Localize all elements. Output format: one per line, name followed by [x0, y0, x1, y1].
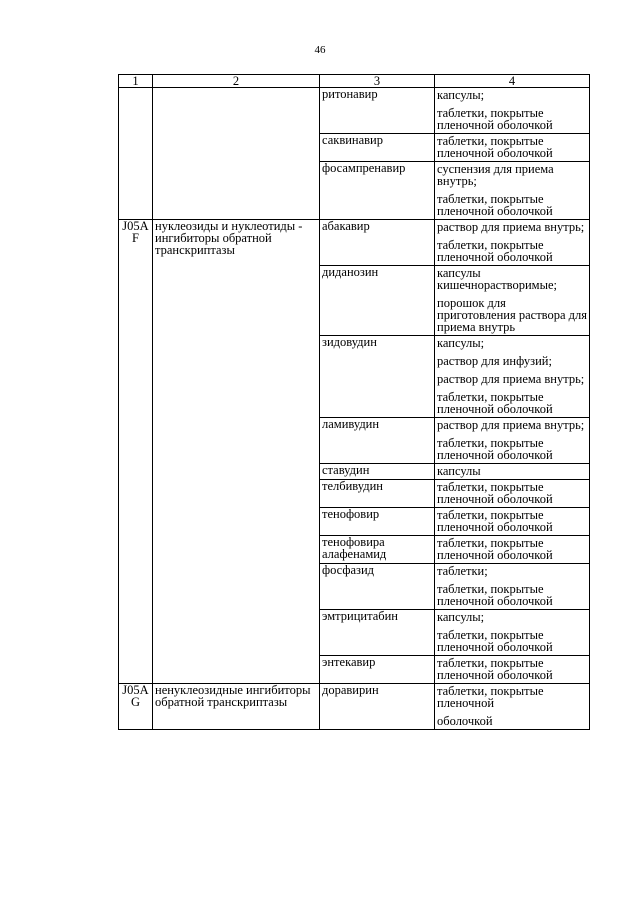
dosage-forms-cell: [435, 134, 590, 162]
drug-name-cell: фосампренавир: [320, 162, 435, 220]
table-row: [119, 220, 590, 266]
dosage-form: оболочкой: [437, 714, 493, 728]
dosage-form: таблетки, покрытые пленочной оболочкой: [437, 508, 553, 534]
dosage-form: таблетки, покрытые пленочной оболочкой: [437, 134, 553, 160]
drug-name-cell: энтекавир: [320, 656, 435, 684]
dosage-form: капсулы: [437, 464, 481, 478]
drug-name-cell: ламивудин: [320, 418, 435, 464]
dosage-forms-cell: [435, 656, 590, 684]
dosage-forms-cell: [435, 266, 590, 336]
atc-code-cell: J05A G: [119, 684, 153, 730]
drug-name-cell: эмтрицитабин: [320, 610, 435, 656]
column-header: 1: [119, 75, 153, 88]
dosage-forms-cell: [435, 418, 590, 464]
group-name-cell: нуклеозиды и нуклеотиды - ингибиторы обратной транскриптазы: [153, 220, 320, 684]
drug-name-cell: тенофовира алафенамид: [320, 536, 435, 564]
atc-code-cell: [119, 88, 153, 220]
dosage-forms-cell: [435, 464, 590, 480]
dosage-forms-cell: [435, 508, 590, 536]
dosage-forms-cell: [435, 564, 590, 610]
dosage-form: таблетки, покрытые пленочной оболочкой: [437, 628, 553, 654]
dosage-form: раствор для приема внутрь;: [437, 372, 585, 386]
dosage-form: раствор для приема внутрь;: [437, 220, 585, 234]
header-row: [119, 75, 590, 88]
dosage-forms-cell: [435, 610, 590, 656]
dosage-form: таблетки, покрытые пленочной: [437, 684, 544, 710]
drug-name-cell: тенофовир: [320, 508, 435, 536]
dosage-form: таблетки, покрытые пленочной оболочкой: [437, 536, 553, 562]
column-header: 2: [153, 75, 320, 88]
dosage-form: таблетки, покрытые пленочной оболочкой: [437, 656, 553, 682]
dosage-form: капсулы;: [437, 88, 485, 102]
dosage-form: капсулы;: [437, 336, 485, 350]
column-header: 3: [320, 75, 435, 88]
drug-name-cell: саквинавир: [320, 134, 435, 162]
dosage-form: капсулы кишечнорастворимые;: [437, 266, 557, 292]
drug-name-cell: ритонавир: [320, 88, 435, 134]
dosage-form: раствор для инфузий;: [437, 354, 552, 368]
dosage-form: порошок для приготовления раствора для приема внутрь: [437, 296, 587, 334]
dosage-form: таблетки, покрытые пленочной оболочкой: [437, 582, 553, 608]
dosage-form: таблетки, покрытые пленочной оболочкой: [437, 238, 553, 264]
dosage-form: таблетки;: [437, 564, 488, 578]
table-body: [119, 88, 590, 730]
dosage-forms-cell: [435, 480, 590, 508]
table-row: [119, 684, 590, 730]
column-header: 4: [435, 75, 590, 88]
dosage-form: раствор для приема внутрь;: [437, 418, 585, 432]
dosage-form: таблетки, покрытые пленочной оболочкой: [437, 390, 553, 416]
drug-name-cell: доравирин: [320, 684, 435, 730]
dosage-forms-cell: [435, 162, 590, 220]
page-number: 46: [314, 44, 326, 56]
atc-code-cell: J05A F: [119, 220, 153, 684]
drug-name-cell: диданозин: [320, 266, 435, 336]
dosage-forms-cell: [435, 536, 590, 564]
dosage-form: таблетки, покрытые пленочной оболочкой: [437, 436, 553, 462]
dosage-forms-cell: [435, 684, 590, 730]
drug-name-cell: зидовудин: [320, 336, 435, 418]
dosage-form: суспензия для приема внутрь;: [437, 162, 554, 188]
group-name-cell: ненуклеозидные ингибиторы обратной транскриптазы: [153, 684, 320, 730]
dosage-forms-cell: [435, 220, 590, 266]
dosage-form: таблетки, покрытые пленочной оболочкой: [437, 192, 553, 218]
group-name-cell: [153, 88, 320, 220]
dosage-forms-cell: [435, 336, 590, 418]
dosage-form: капсулы;: [437, 610, 485, 624]
table-row: [119, 88, 590, 134]
drug-name-cell: фосфазид: [320, 564, 435, 610]
medication-table: [118, 74, 590, 730]
drug-name-cell: телбивудин: [320, 480, 435, 508]
dosage-form: таблетки, покрытые пленочной оболочкой: [437, 106, 553, 132]
dosage-form: таблетки, покрытые пленочной оболочкой: [437, 480, 553, 506]
drug-name-cell: абакавир: [320, 220, 435, 266]
dosage-forms-cell: [435, 88, 590, 134]
drug-name-cell: ставудин: [320, 464, 435, 480]
